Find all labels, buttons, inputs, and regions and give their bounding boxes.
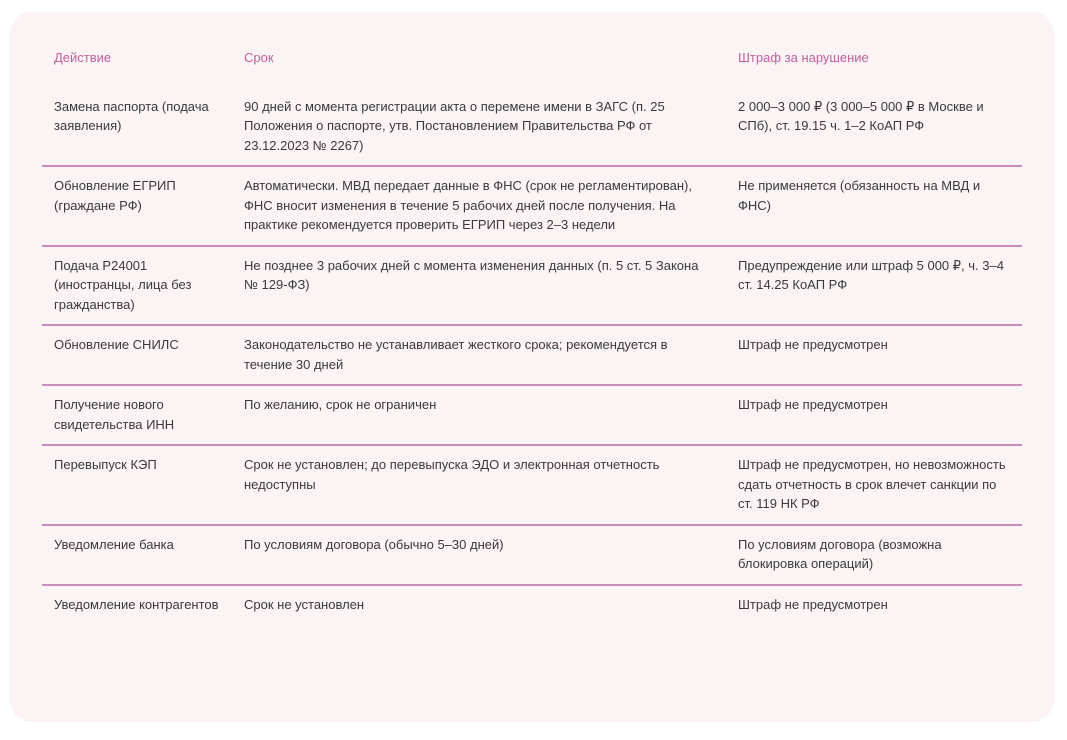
- header-deadline: Срок: [244, 50, 274, 65]
- cell-action: Уведомление банка: [54, 536, 174, 552]
- table-row: [42, 325, 1022, 385]
- cell-action: Уведомление контрагентов: [54, 596, 219, 612]
- deadlines-table: [42, 38, 1022, 624]
- cell-deadline: Срок не установлен: [244, 596, 365, 612]
- table-row: [42, 88, 1022, 167]
- cell-penalty: Не применяется (обязанность на МВД и ФНС): [738, 178, 981, 213]
- cell-penalty: 2 000–3 000 ₽ (3 000–5 000 ₽ в Москве и СПб), ст. 19.15 ч. 1–2 КоАП РФ: [738, 98, 984, 133]
- cell-action: Обновление СНИЛС: [54, 337, 179, 352]
- table-row: [42, 166, 1022, 246]
- cell-action: Получение нового свидетельства ИНН: [54, 397, 175, 432]
- table-row: [42, 385, 1022, 445]
- cell-penalty: Штраф не предусмотрен, но невозможность сдать отчетность в срок влечет санкции по ст. 119 НК РФ: [738, 457, 1006, 511]
- table-header-row: [42, 38, 1022, 88]
- cell-action: Перевыпуск КЭП: [54, 457, 157, 472]
- cell-deadline: По желанию, срок не ограничен: [244, 397, 437, 412]
- cell-deadline: Законодательство не устанавливает жесткого срока; рекомендуется в течение 30 дней: [244, 337, 668, 372]
- table-card: [10, 12, 1054, 722]
- cell-deadline: 90 дней с момента регистрации акта о перемене имени в ЗАГС (п. 25 Положения о паспорте, утв. Постановлением Правительства РФ от 23.12.2023 № 2267): [244, 98, 665, 153]
- cell-action: Замена паспорта (подача заявления): [54, 98, 209, 133]
- cell-penalty: Штраф не предусмотрен: [738, 397, 888, 412]
- cell-penalty: Предупреждение или штраф 5 000 ₽, ч. 3–4 ст. 14.25 КоАП РФ: [738, 257, 1004, 292]
- cell-penalty: Штраф не предусмотрен: [738, 337, 888, 352]
- cell-deadline: Не позднее 3 рабочих дней с момента изменения данных (п. 5 ст. 5 Закона № 129-ФЗ): [244, 257, 699, 292]
- table-row: [42, 525, 1022, 585]
- table-row: [42, 585, 1022, 625]
- cell-deadline: По условиям договора (обычно 5–30 дней): [244, 536, 504, 552]
- cell-action: Подача Р24001 (иностранцы, лица без гражданства): [54, 257, 192, 312]
- table-row: [42, 445, 1022, 525]
- cell-deadline: Срок не установлен; до перевыпуска ЭДО и электронная отчетность недоступны: [244, 457, 660, 492]
- cell-penalty: По условиям договора (возможна блокировка операций): [738, 536, 942, 571]
- header-action: Действие: [54, 50, 112, 65]
- table-row: [42, 246, 1022, 326]
- header-penalty: Штраф за нарушение: [738, 50, 869, 65]
- cell-deadline: Автоматически. МВД передает данные в ФНС (срок не регламентирован), ФНС вносит изменения в течение 5 рабочих дней после получения. На практике рекомендуется проверить ЕГРИП через 2–3 недели: [244, 178, 692, 232]
- cell-action: Обновление ЕГРИП (граждане РФ): [54, 178, 176, 213]
- cell-penalty: Штраф не предусмотрен: [738, 596, 888, 612]
